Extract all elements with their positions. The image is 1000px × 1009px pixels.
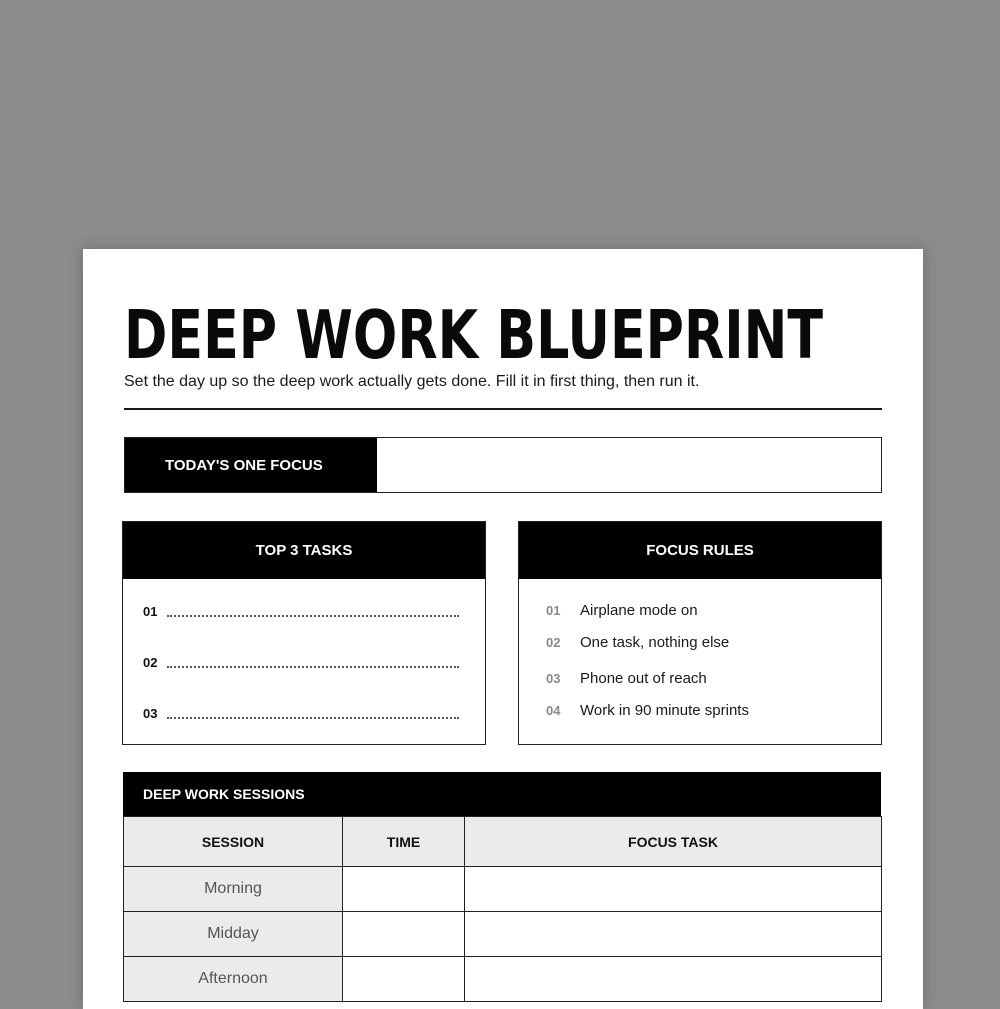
session-time-cell[interactable]: [343, 957, 465, 1002]
session-label: Morning: [124, 867, 343, 912]
rule-number: 01: [546, 603, 561, 618]
rule-text: Airplane mode on: [580, 602, 698, 619]
task-line-1[interactable]: [167, 614, 459, 617]
focus-rules-card: [518, 521, 882, 745]
top-tasks-card: [122, 521, 486, 745]
task-number: 02: [143, 655, 158, 670]
table-row: [124, 912, 882, 957]
task-row-1[interactable]: [143, 604, 459, 619]
session-time-cell[interactable]: [343, 867, 465, 912]
rule-text: Work in 90 minute sprints: [580, 702, 749, 719]
sessions-table: [123, 816, 882, 1002]
rule-number: 03: [546, 671, 561, 686]
focus-rule-item: [546, 634, 729, 651]
page-title: DEEP WORK BLUEPRINT: [124, 296, 824, 374]
col-header-time: TIME: [343, 817, 465, 867]
col-header-focus-task: FOCUS TASK: [465, 817, 882, 867]
focus-rule-item: [546, 702, 749, 719]
table-header-row: [124, 817, 882, 867]
table-row: [124, 957, 882, 1002]
task-line-2[interactable]: [167, 665, 459, 668]
page-subtitle: Set the day up so the deep work actually gets done. Fill it in first thing, then run it.: [124, 373, 700, 390]
session-task-cell[interactable]: [465, 912, 882, 957]
task-row-2[interactable]: [143, 655, 459, 670]
planner-page: [83, 249, 923, 1009]
one-focus-label: TODAY'S ONE FOCUS: [125, 438, 377, 492]
session-task-cell[interactable]: [465, 867, 882, 912]
deep-work-sessions: [123, 772, 881, 1002]
rule-number: 04: [546, 703, 561, 718]
one-focus-field[interactable]: [377, 438, 881, 492]
session-label: Afternoon: [124, 957, 343, 1002]
rule-number: 02: [546, 635, 561, 650]
one-focus-section: [124, 437, 882, 493]
title-divider: [124, 408, 882, 410]
task-line-3[interactable]: [167, 716, 459, 719]
col-header-session: SESSION: [124, 817, 343, 867]
focus-rules-title: FOCUS RULES: [519, 522, 881, 579]
table-row: [124, 867, 882, 912]
focus-rule-item: [546, 602, 698, 619]
session-label: Midday: [124, 912, 343, 957]
task-number: 03: [143, 706, 158, 721]
rule-text: Phone out of reach: [580, 670, 707, 687]
task-row-3[interactable]: [143, 706, 459, 721]
sessions-title: DEEP WORK SESSIONS: [123, 772, 881, 816]
task-number: 01: [143, 604, 158, 619]
top-tasks-title: TOP 3 TASKS: [123, 522, 485, 579]
focus-rule-item: [546, 670, 707, 687]
session-time-cell[interactable]: [343, 912, 465, 957]
rule-text: One task, nothing else: [580, 634, 730, 651]
session-task-cell[interactable]: [465, 957, 882, 1002]
